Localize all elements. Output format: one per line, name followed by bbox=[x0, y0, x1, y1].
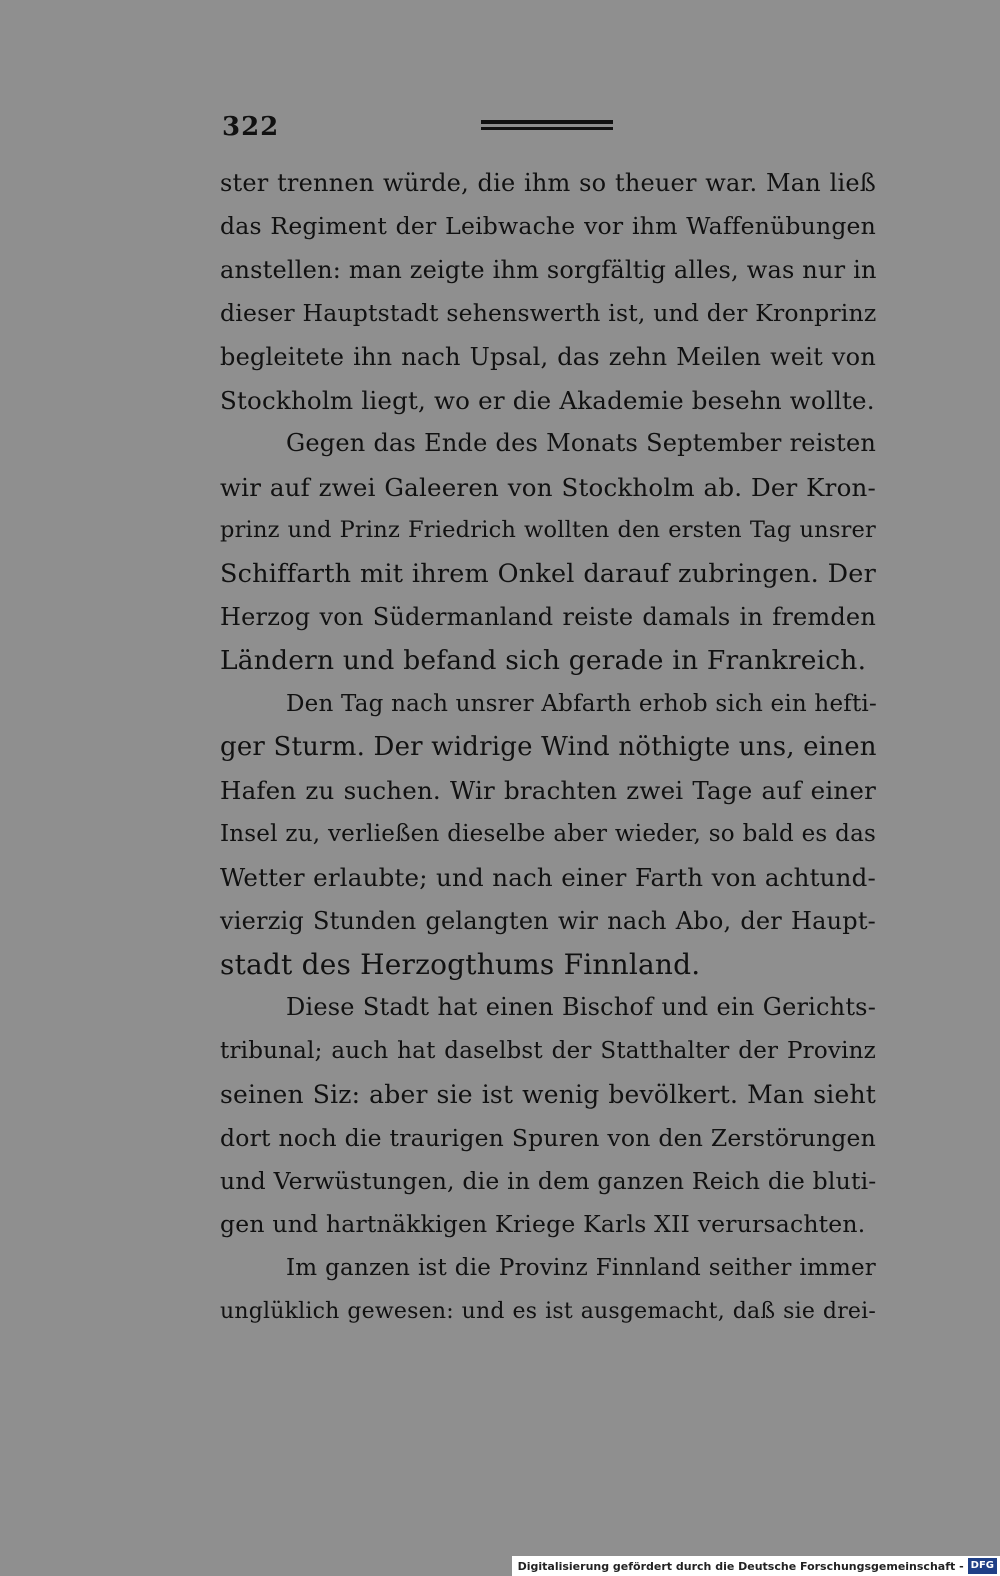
dfg-logo: DFG bbox=[968, 1558, 997, 1574]
text-line: vierzig Stunden gelangten wir nach Abo, der Haupt- bbox=[220, 906, 876, 935]
footer-credit: Digitalisierung gefördert durch die Deutsche Forschungsgemeinschaft - bbox=[517, 1559, 964, 1573]
text-line: Herzog von Südermanland reiste damals in fremden bbox=[220, 602, 876, 631]
header-rule bbox=[481, 120, 613, 130]
text-line: stadt des Herzogthums Finnland. bbox=[220, 948, 701, 982]
text-line: Schiffarth mit ihrem Onkel darauf zubringen. Der bbox=[220, 558, 876, 589]
body-text bbox=[220, 162, 876, 1334]
text-line: ster trennen würde, die ihm so theuer war. Man ließ bbox=[220, 169, 876, 197]
page-number: 322 bbox=[222, 112, 280, 142]
text-line: tribunal; auch hat daselbst der Statthalter der Provinz bbox=[220, 1037, 876, 1064]
text-line: und Verwüstungen, die in dem ganzen Reich die bluti- bbox=[220, 1166, 877, 1195]
text-line: wir auf zwei Galeeren von Stockholm ab. Der Kron- bbox=[220, 472, 876, 502]
text-line: seinen Siz: aber sie ist wenig bevölkert. Man sieht bbox=[220, 1080, 876, 1110]
text-line: gen und hartnäkkigen Kriege Karls XII verursachten. bbox=[220, 1210, 866, 1239]
text-line: Hafen zu suchen. Wir brachten zwei Tage auf einer bbox=[220, 776, 876, 806]
text-line: dieser Hauptstadt sehenswerth ist, und der Kronprinz bbox=[220, 299, 877, 328]
text-line: Im ganzen ist die Provinz Finnland seither immer bbox=[286, 1254, 876, 1281]
text-line: Stockholm liegt, wo er die Akademie besehn wollte. bbox=[220, 385, 875, 415]
text-line: ger Sturm. Der widrige Wind nöthigte uns, einen bbox=[220, 732, 877, 763]
text-line: unglüklich gewesen: und es ist ausgemacht, daß sie drei- bbox=[220, 1299, 876, 1325]
text-line: prinz und Prinz Friedrich wollten den ersten Tag unsrer bbox=[220, 517, 876, 544]
text-line: dort noch die traurigen Spuren von den Zerstörungen bbox=[220, 1123, 876, 1152]
text-line: Den Tag nach unsrer Abfarth erhob sich ein hefti- bbox=[286, 690, 877, 717]
page-header bbox=[222, 112, 882, 142]
text-line: Diese Stadt hat einen Bischof und ein Gerichts- bbox=[286, 993, 876, 1022]
text-line: Insel zu, verließen dieselbe aber wieder, so bald es das bbox=[220, 820, 876, 847]
text-line: anstellen: man zeigte ihm sorgfältig alles, was nur in bbox=[220, 255, 877, 284]
text-line: Gegen das Ende des Monats September reisten bbox=[286, 429, 876, 458]
text-line: das Regiment der Leibwache vor ihm Waffenübungen bbox=[220, 212, 876, 241]
text-line: Wetter erlaubte; und nach einer Farth von achtund- bbox=[220, 863, 876, 893]
footer-bar bbox=[512, 1556, 1000, 1576]
text-line: Ländern und befand sich gerade in Frankreich. bbox=[220, 645, 867, 677]
text-line: begleitete ihn nach Upsal, das zehn Meilen weit von bbox=[220, 342, 876, 371]
